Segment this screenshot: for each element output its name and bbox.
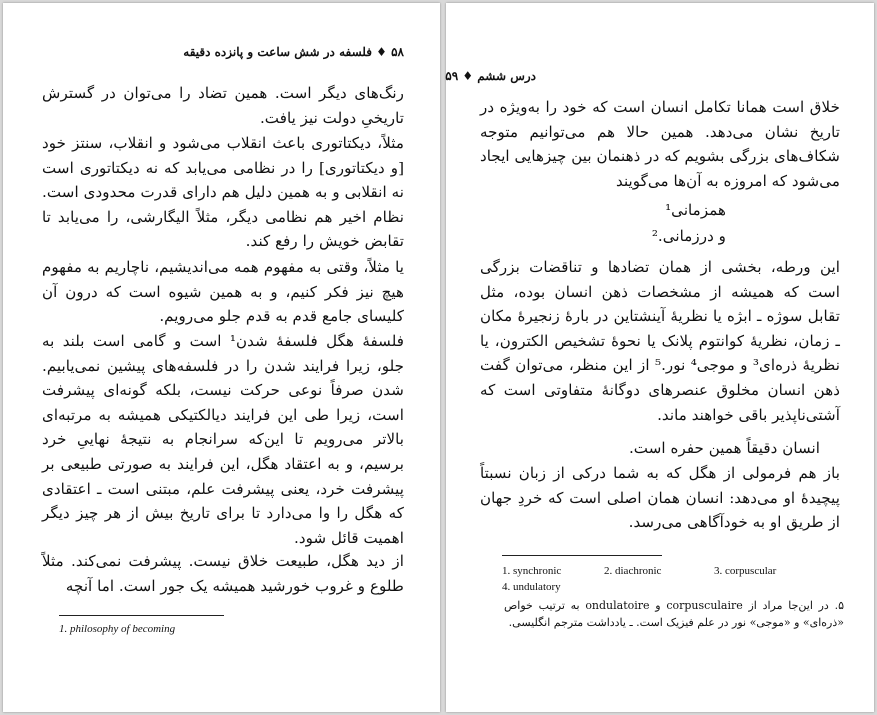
footnote-rule [59,615,224,616]
footnote-rule [502,555,662,556]
page-header: ۵۸ ♦ فلسفه در شش ساعت و پانزده دقیقه [183,45,404,59]
term-synchronic: همزمانی¹ [665,201,726,219]
footnote-en: 4. undulatory [502,581,561,593]
term-diachronic: و درزمانی.² [651,227,726,245]
paragraph: این ورطه، بخشی از همان تضادها و تناقضات بزرگی است که همیشه از مشخصات ذهن انسان بوده، مثل تقابل سوژه ـ ابژه یا نظریهٔ آینشتاین در بارهٔ زنجیرهٔ مکان ـ زمان، نظریهٔ کوانتوم پلانک یا نحوهٔ تشخیص الکترون، یا نظریهٔ ذره‌ای³ و موجی⁴ نور.⁵ از این منظر، می‌توان گفت ذهن انسان مخلوق عنصرهای دوگانهٔ متفاوتی است که آشتی‌ناپذیر باقی خواهند ماند. [480,258,840,424]
paragraph: خلاق است همانا تکامل انسان است که خود را به‌ویژه در تاریخ نشان می‌دهد. همین حالا هم می‌توانیم متوجه شکاف‌های بزرگی بشویم که در ذهنمان بین چیزهایی ایجاد می‌شود که امروزه به آن‌ها می‌گویند [480,98,840,190]
paragraph: از دید هگل، طبیعت خلاق نیست. پیشرفت نمی‌کند. مثلاً طلوع و غروب خورشید همیشه یک جور است. اما آنچه [42,552,404,595]
page-header: درس ششم ♦ ۵۹ [445,69,536,83]
left-page [3,3,440,712]
footnote: 1. philosophy of becoming [59,623,176,635]
footnote-en: 3. corpuscular [714,565,777,577]
paragraph: باز هم فرمولی از هگل که به شما درکی از زبان نسبتاً پیچیدهٔ او می‌دهد: انسان همان اصلی است که خردِ جهان از طریق او به خودآگاهی می‌رسد. [480,464,840,532]
paragraph: رنگ‌های دیگر است. همین تضاد را می‌توان در گسترش تاریخیِ دولت نیز یافت. [42,84,404,127]
paragraph: یا مثلاً، وقتی به مفهوم همه می‌اندیشیم، ناچاریم به مفهوم هیچ نیز فکر کنیم، و به همین شیوه است که درون آن کلیسای جامع قدم به قدم جلو می‌رویم. [42,258,404,326]
right-page [446,3,874,712]
paragraph: مثلاً، دیکتاتوری باعث انقلاب می‌شود و انقلاب، سنتز خود [و دیکتاتوری] را در نظامی می‌یابد که نه دیکتاتوری است نه انقلابی و به همین دلیل هم دارای قدرت محدودی است. نظام اخیر هم نظامی دیگر، مثلاً الیگارشی، را می‌یابد تا تقابض خویش را رفع کند. [42,134,404,251]
footnote-en: 2. diachronic [604,565,662,577]
paragraph: فلسفهٔ هگل فلسفهٔ شدن¹ است و گامی است بلند به جلو، زیرا فرایند شدن را در فلسفه‌های پیشین نمی‌یابیم. شدن صرفاً نوعی حرکت نیست، بلکه گونه‌ای پیشرفت است، زیرا طی این فرایند دیالکتیکی همیشه به مرتبه‌ای بالاتر می‌رویم تا این‌که سرانجام به نتیجهٔ نهاییِ خرد برسیم، و به اعتقاد هگل، این فرایند به صورتی طبیعی بر پیشرفت خرد، یعنی پیشرفت علم، مبتنی است ـ اعتقادی که هگل را وا می‌دارد تا برای تاریخ بیش از هر چیز دیگر اهمیت قائل شود. [42,332,404,547]
footnote-fa: ۵. در این‌جا مراد از corpusculaire و ondulatoire به ترتیب خواص «ذره‌ای» و «موجی» نور در علم فیزیک است. ـ یادداشت مترجم انگلیسی. [504,599,844,629]
paragraph: انسان دقیقاً همین حفره است. [628,439,820,457]
footnote-en: 1. synchronic [502,565,562,577]
